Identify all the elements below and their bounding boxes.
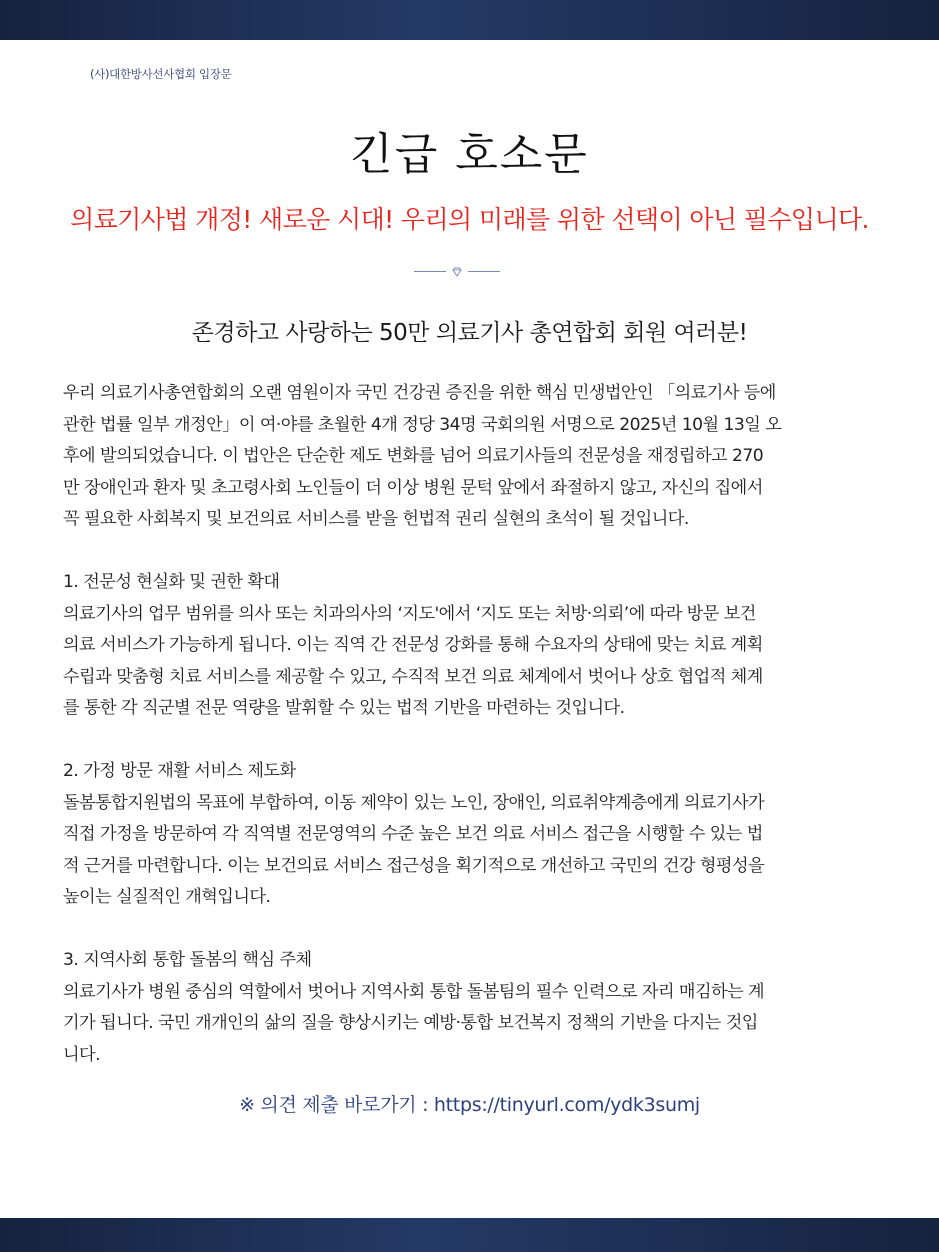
section-heading: 2. 가정 방문 재활 서비스 제도화	[63, 761, 296, 781]
diamond-icon	[452, 267, 462, 277]
opinion-submit-link[interactable]: ※ 의견 제출 바로가기 : https://tinyurl.com/ydk3sumj	[239, 1094, 700, 1116]
intro-line: 관한 법률 일부 개정안」이 여·야를 초월한 4개 정당 34명 국회의원 서명으로 2025년 10월 13일 오	[63, 414, 782, 435]
page-subtitle: 의료기사법 개정! 새로운 시대! 우리의 미래를 위한 선택이 아닌 필수입니다.	[70, 205, 869, 234]
intro-line: 꼭 필요한 사회복지 및 보건의료 서비스를 받을 헌법적 권리 실현의 초석이 될 것입니다.	[63, 509, 689, 529]
intro-line: 만 장애인과 환자 및 초고령사회 노인들이 더 이상 병원 문턱 앞에서 좌절하지 않고, 자신의 집에서	[63, 477, 763, 498]
ornament-divider	[414, 266, 500, 278]
divider-line-right	[468, 271, 500, 272]
section-line: 적 근거를 마련합니다. 이는 보건의료 서비스 접근성을 획기적으로 개선하고 국민의 건강 형평성을	[63, 855, 765, 876]
section-heading: 1. 전문성 현실화 및 권한 확대	[63, 572, 280, 592]
section-line: 수립과 맞춤형 치료 서비스를 제공할 수 있고, 수직적 보건 의료 체계에서 벗어나 상호 협업적 체계	[63, 666, 763, 687]
organization-label: (사)대한방사선사협회 입장문	[90, 67, 232, 81]
greeting-heading: 존경하고 사랑하는 50만 의료기사 총연합회 회원 여러분!	[191, 320, 748, 346]
section-3	[63, 945, 875, 1071]
section-line: 를 통한 각 직군별 전문 역량을 발휘할 수 있는 법적 기반을 마련하는 것입니다.	[63, 698, 625, 718]
section-line: 의료 서비스가 가능하게 됩니다. 이는 직역 간 전문성 강화를 통해 수요자의 상태에 맞는 치료 계획	[63, 635, 763, 655]
section-line: 높이는 실질적인 개혁입니다.	[63, 887, 271, 907]
section-line: 기가 됩니다. 국민 개개인의 삶의 질을 향상시키는 예방·통합 보건복지 정책의 기반을 다지는 것입	[63, 1013, 758, 1033]
top-banner	[0, 0, 939, 40]
intro-line: 우리 의료기사총연합회의 오랜 염원이자 국민 건강권 증진을 위한 핵심 민생법안인 「의료기사 등에	[63, 383, 776, 403]
section-line: 니다.	[63, 1044, 101, 1065]
letter-body	[63, 378, 875, 1071]
section-line: 직접 가정을 방문하여 각 직역별 전문영역의 수준 높은 보건 의료 서비스 접근을 시행할 수 있는 법	[63, 824, 763, 844]
intro-line: 후에 발의되었습니다. 이 법안은 단순한 제도 변화를 넘어 의료기사들의 전문성을 재정립하고 270	[63, 446, 764, 466]
section-line: 의료기사의 업무 범위를 의사 또는 치과의사의 ‘지도'에서 ‘지도 또는 처방·의뢰’에 따라 방문 보건	[63, 603, 756, 624]
intro-paragraph	[63, 378, 875, 536]
section-2	[63, 756, 875, 914]
section-line: 의료기사가 병원 중심의 역할에서 벗어나 지역사회 통합 돌봄팀의 필수 인력으로 자리 매김하는 계	[63, 981, 765, 1002]
page-title: 긴급 호소문	[350, 129, 589, 180]
divider-line-left	[414, 271, 446, 272]
bottom-banner	[0, 1218, 939, 1252]
section-heading: 3. 지역사회 통합 돌봄의 핵심 주체	[63, 950, 312, 970]
section-1	[63, 567, 875, 725]
section-line: 돌봄통합지원법의 목표에 부합하여, 이동 제약이 있는 노인, 장애인, 의료취약계층에게 의료기사가	[63, 792, 765, 813]
